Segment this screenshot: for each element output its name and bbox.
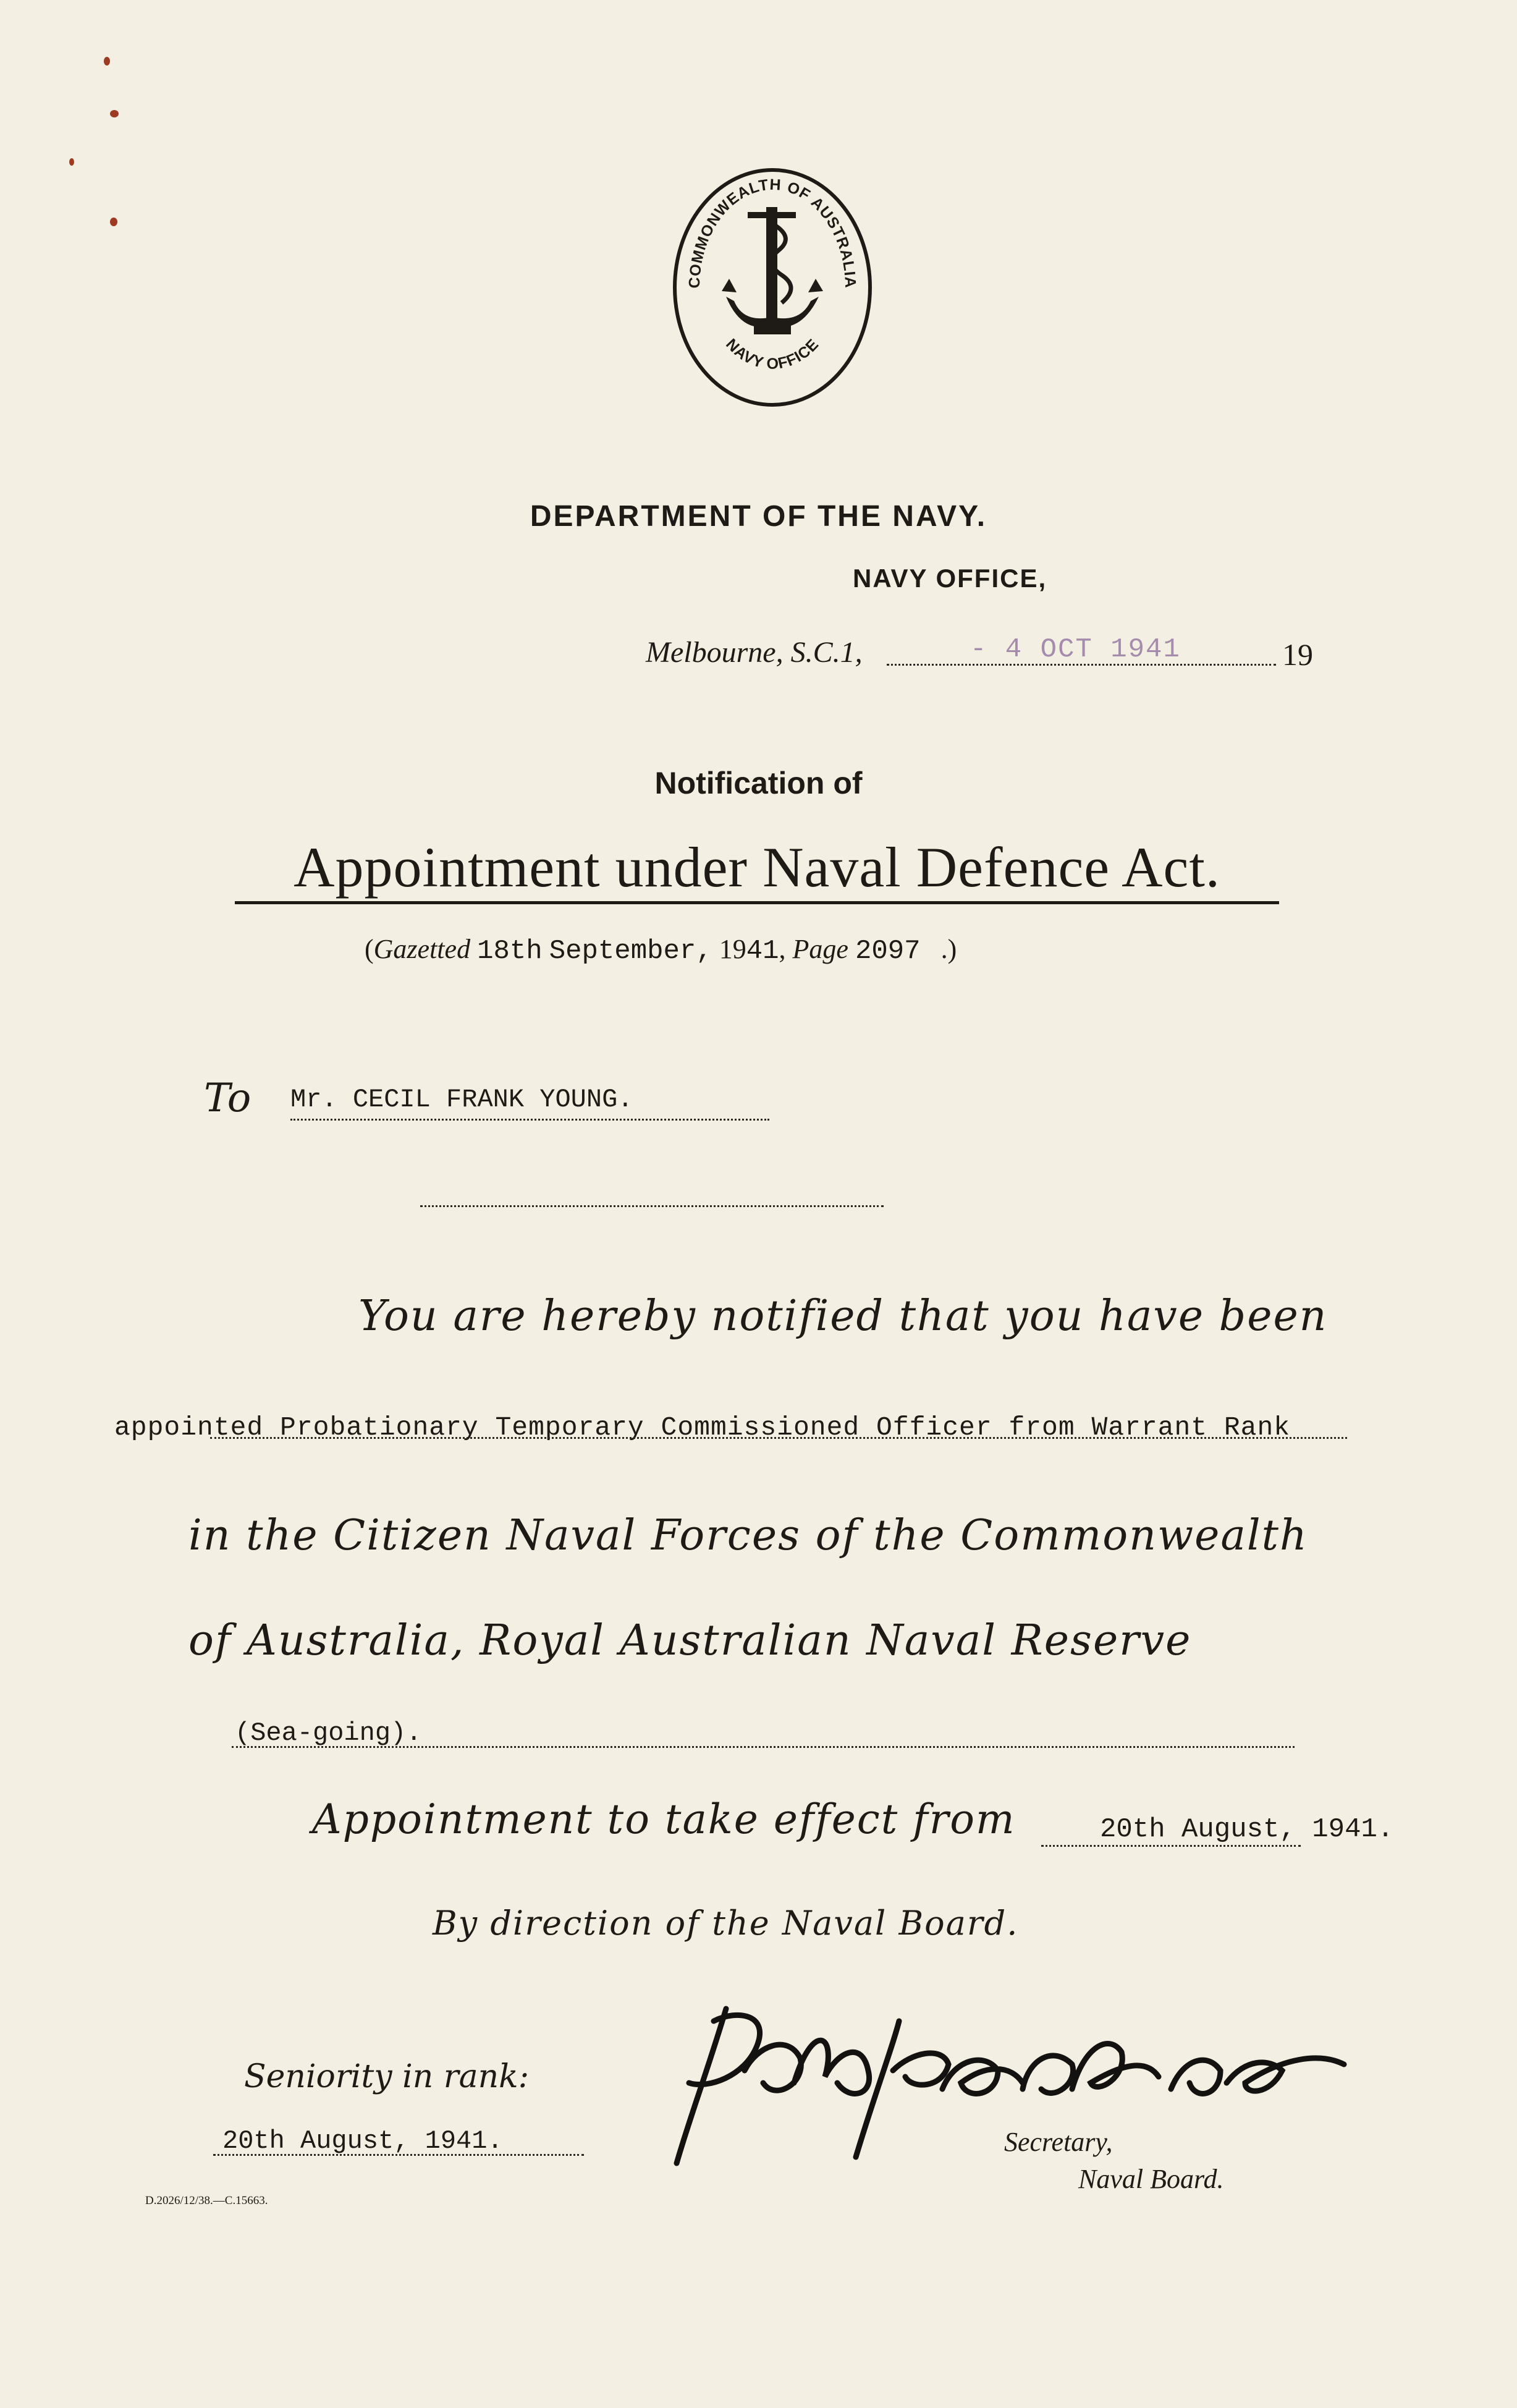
direction-line: By direction of the Naval Board. xyxy=(433,1904,1019,1943)
notice-line-1: You are hereby notified that you have been xyxy=(358,1292,1328,1341)
svg-text:COMMONWEALTH OF AUSTRALIA: COMMONWEALTH OF AUSTRALIA xyxy=(685,176,860,289)
navy-office-label: NAVY OFFICE, xyxy=(853,564,1047,593)
form-code: D.2026/12/38.—C.15663. xyxy=(145,2194,268,2207)
gazette-close-paren: .) xyxy=(940,934,957,964)
gazette-month: September, xyxy=(549,936,712,967)
to-label: To xyxy=(204,1075,251,1121)
naval-board-label: Naval Board. xyxy=(1078,2164,1224,2194)
rust-stain xyxy=(104,57,110,66)
seniority-dotted-line xyxy=(213,2154,584,2156)
recipient-name: Mr. CECIL FRANK YOUNG. xyxy=(290,1085,633,1114)
svg-text:NAVY OFFICE: NAVY OFFICE xyxy=(722,335,822,373)
seniority-label: Seniority in rank: xyxy=(244,2058,530,2095)
effect-dotted-line xyxy=(1041,1845,1301,1847)
branch-label: (Sea-going). xyxy=(235,1718,422,1748)
branch-dotted-line xyxy=(232,1746,1295,1748)
document-title: Appointment under Naval Defence Act. xyxy=(294,836,1220,899)
rust-stain xyxy=(110,218,117,226)
received-date-stamp: - 4 OCT 1941 xyxy=(970,634,1181,665)
notice-line-2: in the Citizen Naval Forces of the Commonwealth xyxy=(188,1511,1308,1560)
effect-date: 20th August, 1941. xyxy=(1100,1814,1394,1845)
navy-office-seal-icon xyxy=(667,164,877,411)
gazette-day: 18th xyxy=(477,936,543,967)
rust-stain xyxy=(69,158,74,166)
gazette-year-prefix: 19 xyxy=(719,934,746,964)
gazette-page-label: Page xyxy=(792,934,848,964)
gazette-year-suffix: 41 xyxy=(746,936,779,967)
notice-line-3: of Australia, Royal Australian Naval Reserve xyxy=(188,1616,1192,1665)
gazette-label: Gazetted xyxy=(373,934,471,964)
rust-stain xyxy=(110,110,119,117)
date-line xyxy=(646,635,1325,679)
address-dotted-line xyxy=(420,1205,884,1207)
recipient-dotted-line xyxy=(290,1119,769,1121)
year-prefix: 19 xyxy=(1282,637,1313,672)
department-heading: DEPARTMENT OF THE NAVY. xyxy=(530,500,987,533)
appointment-rank: appointed Probationary Temporary Commissioned Officer from Warrant Rank xyxy=(114,1412,1291,1443)
seniority-date: 20th August, 1941. xyxy=(222,2126,503,2156)
gazette-open-paren: ( xyxy=(365,934,374,964)
notification-label: Notification of xyxy=(654,766,863,800)
gazette-page-number: 2097 xyxy=(855,936,921,967)
secretary-title: Secretary, xyxy=(1004,2127,1113,2157)
city-label: Melbourne, S.C.1, xyxy=(646,636,863,669)
effect-label: Appointment to take effect from xyxy=(312,1795,1016,1843)
title-underline xyxy=(235,901,1279,904)
gazette-line: (Gazetted 18th September, 1941, Page 2097 .) xyxy=(365,934,957,967)
appointment-dotted-line xyxy=(210,1437,1347,1439)
